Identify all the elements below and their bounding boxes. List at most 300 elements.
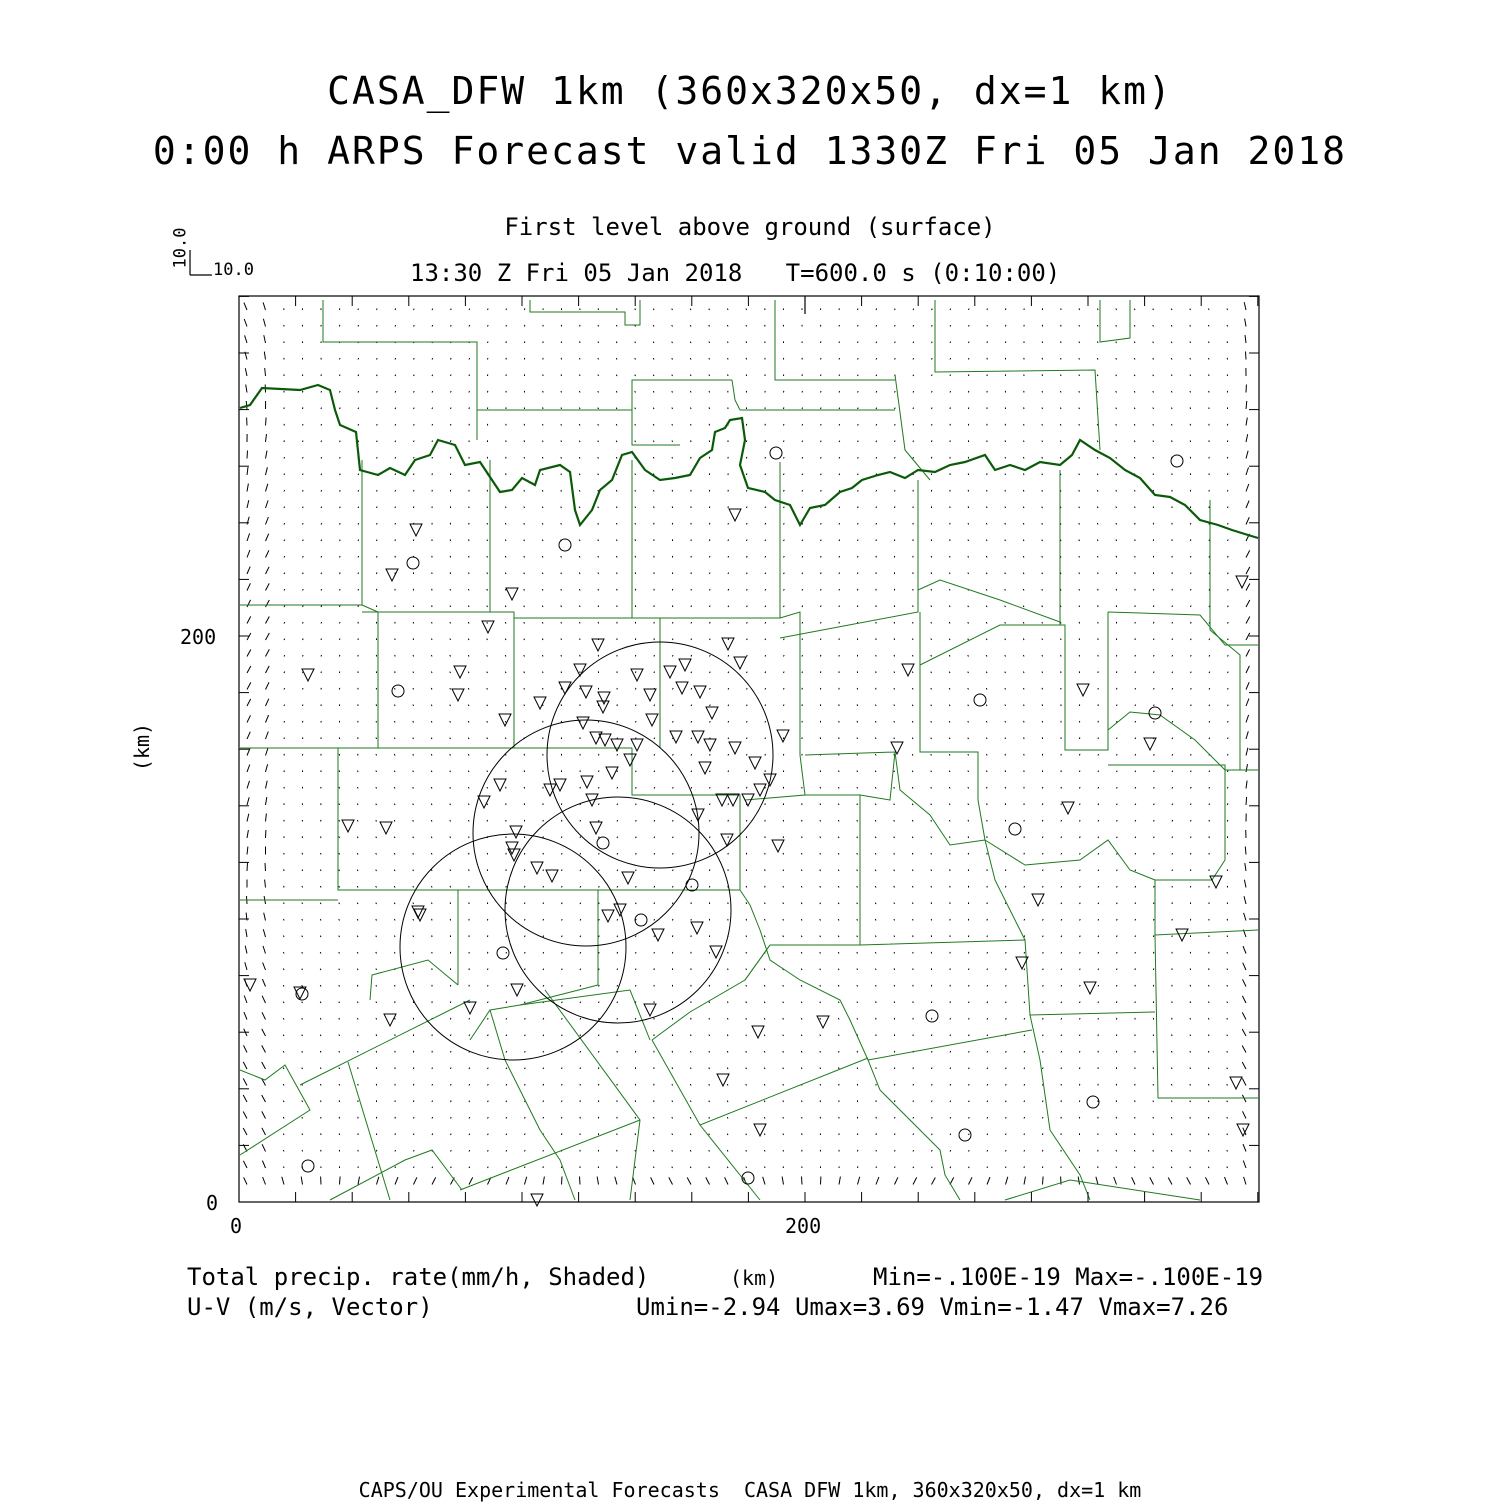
wind-vector (1153, 457, 1154, 459)
vector-minmax: Umin=-2.94 Umax=3.69 Vmin=-1.47 Vmax=7.26 (636, 1295, 1228, 1319)
wind-vector (1023, 523, 1024, 524)
wind-vector (284, 540, 285, 541)
wind-vector (746, 952, 747, 954)
wind-vector (432, 1167, 433, 1168)
wind-vector (580, 969, 581, 970)
station-triangle (1210, 876, 1222, 888)
wind-vector (266, 781, 268, 789)
wind-vector (895, 1177, 898, 1184)
wind-vector (340, 490, 341, 491)
wind-vector (820, 886, 821, 887)
wind-vector (468, 754, 469, 755)
wind-vector (488, 1002, 489, 1004)
wind-vector (1191, 705, 1192, 706)
wind-vector (580, 903, 581, 904)
wind-vector (635, 507, 636, 509)
wind-vector (876, 1167, 877, 1169)
station-triangle (478, 796, 490, 808)
wind-vector (617, 309, 618, 311)
wind-vector (654, 837, 655, 838)
wind-vector (636, 870, 637, 871)
station-triangle (644, 689, 656, 701)
wind-vector (691, 721, 692, 722)
wind-vector (746, 1101, 747, 1102)
wind-vector (243, 1078, 247, 1085)
wind-vector (858, 540, 859, 542)
wind-vector (303, 688, 304, 690)
wind-vector (969, 1035, 970, 1037)
wind-vector (1227, 1134, 1228, 1135)
station-circle (926, 1010, 938, 1022)
wind-vector (1172, 787, 1173, 788)
wind-vector (654, 738, 655, 739)
wind-vector (321, 837, 322, 839)
wind-vector (838, 919, 839, 920)
wind-vector (654, 886, 655, 888)
wind-vector (839, 342, 840, 344)
wind-vector (431, 705, 432, 706)
wind-vector (320, 969, 321, 970)
wind-vector (1208, 1117, 1209, 1118)
station-circle (1009, 823, 1021, 835)
wind-vector (432, 358, 433, 359)
wind-vector (747, 589, 748, 590)
wind-vector (1243, 1161, 1246, 1169)
wind-vector (451, 1150, 452, 1151)
wind-vector (302, 1117, 303, 1119)
wind-vector (414, 1177, 417, 1184)
wind-vector (432, 639, 433, 641)
wind-vector (1097, 375, 1098, 376)
wind-vector (357, 936, 358, 937)
wind-vector (617, 919, 618, 920)
wind-vector (450, 837, 451, 839)
wind-vector (616, 342, 617, 344)
wind-vector (339, 1018, 340, 1020)
wind-vector (377, 391, 378, 392)
wind-vector (1078, 1177, 1079, 1185)
wind-vector (858, 424, 859, 425)
wind-vector (377, 523, 378, 525)
wind-vector (728, 556, 729, 558)
wind-vector (487, 754, 488, 756)
county-line (920, 612, 1108, 750)
station-circle (392, 685, 404, 697)
wind-vector (1043, 1101, 1044, 1103)
wind-vector (432, 408, 433, 410)
wind-vector (728, 639, 729, 640)
wind-vector (1135, 490, 1136, 492)
wind-vector (266, 764, 268, 772)
wind-vector (727, 1150, 728, 1151)
wind-vector (1191, 804, 1192, 806)
wind-vector (580, 1177, 581, 1185)
wind-vector (1043, 1051, 1044, 1052)
wind-vector (1208, 1035, 1209, 1037)
wind-vector (765, 1167, 766, 1169)
wind-vector (894, 787, 895, 788)
wind-vector (394, 738, 395, 740)
wind-vector (395, 457, 396, 458)
wind-vector (765, 639, 766, 640)
wind-vector (505, 556, 506, 558)
wind-vector (1191, 837, 1192, 839)
wind-vector (801, 1068, 802, 1070)
wind-vector (1080, 919, 1081, 920)
wind-vector (580, 1002, 581, 1003)
chart-title-line1: CASA_DFW 1km (360x320x50, dx=1 km) (0, 72, 1500, 110)
wind-vector (987, 771, 988, 773)
wind-vector (1024, 1150, 1025, 1152)
county-line (895, 375, 930, 480)
wind-vector (1190, 1101, 1191, 1102)
wind-vector (950, 375, 951, 377)
wind-vector (469, 309, 470, 310)
wind-vector (1153, 391, 1154, 392)
wind-vector (950, 820, 951, 822)
wind-vector (1006, 985, 1007, 986)
wind-vector (673, 655, 674, 657)
wind-vector (968, 556, 969, 558)
wind-vector (986, 540, 987, 542)
wind-vector (339, 820, 340, 822)
wind-vector (543, 1068, 544, 1069)
wind-vector (469, 325, 470, 327)
wind-vector (912, 672, 913, 674)
wind-vector (1079, 523, 1080, 524)
wind-vector (1098, 952, 1099, 954)
wind-vector (1134, 1150, 1135, 1152)
station-triangle (624, 754, 636, 766)
wind-vector (266, 434, 267, 442)
wind-vector (562, 1101, 563, 1103)
wind-vector (1098, 886, 1099, 887)
wind-vector (245, 946, 247, 954)
wind-vector (262, 979, 265, 986)
wind-vector (247, 517, 249, 525)
wind-vector (432, 325, 433, 326)
wind-vector (1061, 1051, 1062, 1053)
wind-vector (543, 1177, 544, 1185)
wind-vector (1024, 919, 1025, 921)
wind-vector (894, 738, 895, 739)
wind-vector (450, 738, 451, 739)
wind-vector (932, 1101, 933, 1103)
wind-vector (302, 1134, 303, 1136)
wind-vector (691, 738, 692, 739)
wind-vector (876, 342, 877, 343)
wind-vector (912, 787, 913, 788)
county-line (918, 470, 1060, 622)
wind-vector (377, 441, 378, 442)
station-triangle (1084, 982, 1096, 994)
wind-vector (506, 1018, 507, 1019)
station-circle (770, 447, 782, 459)
wind-vector (728, 787, 729, 789)
chart-title-line2: 0:00 h ARPS Forecast valid 1330Z Fri 05 Jan 2018 (0, 132, 1500, 170)
wind-vector (838, 804, 839, 806)
wind-vector (543, 969, 544, 970)
wind-vector (468, 787, 469, 789)
wind-vector (542, 655, 543, 657)
wind-vector (488, 1117, 489, 1118)
wind-vector (690, 309, 691, 310)
wind-vector (1024, 1101, 1025, 1103)
wind-vector (1190, 1035, 1191, 1037)
wind-vector (302, 1068, 303, 1069)
wind-vector (931, 870, 932, 872)
wind-vector (1097, 358, 1098, 359)
wind-vector (1117, 787, 1118, 788)
wind-vector (1116, 408, 1117, 409)
wind-vector (1225, 1177, 1228, 1184)
wind-vector (672, 1167, 673, 1168)
wind-vector (1098, 903, 1099, 904)
wind-vector (599, 853, 600, 854)
wind-vector (357, 952, 358, 953)
wind-vector (1191, 672, 1192, 673)
wind-vector (764, 1035, 765, 1036)
wind-vector (1098, 787, 1099, 789)
wind-vector (653, 342, 654, 343)
wind-vector (894, 672, 895, 674)
wind-vector (1171, 358, 1172, 359)
wind-vector (262, 1095, 266, 1102)
wind-vector (580, 837, 581, 839)
station-triangle (1062, 802, 1074, 814)
wind-vector (1061, 853, 1062, 855)
wind-vector (1190, 1051, 1191, 1053)
wind-vector (451, 1117, 452, 1118)
wind-vector (783, 1018, 784, 1019)
wind-vector (931, 606, 932, 608)
wind-vector (394, 837, 395, 838)
wind-vector (931, 688, 932, 689)
wind-vector (949, 721, 950, 722)
wind-vector (1246, 418, 1247, 426)
wind-vector (728, 1002, 729, 1004)
wind-vector (543, 903, 544, 905)
wind-vector (1117, 919, 1118, 921)
wind-vector (802, 441, 803, 443)
wind-vector (802, 540, 803, 541)
wind-vector (561, 391, 562, 393)
wind-vector (765, 721, 766, 723)
wind-vector (784, 589, 785, 590)
wind-vector (1024, 1002, 1025, 1003)
wind-vector (358, 325, 359, 327)
county-line (362, 460, 490, 612)
wind-vector (1209, 985, 1210, 987)
wind-vector (968, 738, 969, 739)
wind-vector (1153, 408, 1154, 410)
wind-vector (1242, 1046, 1246, 1053)
station-triangle (384, 1014, 396, 1026)
wind-vector (561, 573, 562, 574)
station-triangle (646, 714, 658, 726)
wind-vector (1246, 731, 1248, 739)
wind-vector (376, 985, 377, 987)
wind-vector (266, 500, 269, 508)
wind-vector (987, 309, 988, 311)
wind-vector (858, 358, 859, 359)
wind-vector (376, 886, 377, 887)
wind-vector (672, 1101, 673, 1103)
wind-vector (1228, 523, 1229, 525)
wind-vector (357, 969, 358, 970)
wind-vector (1191, 721, 1192, 722)
wind-vector (710, 721, 711, 722)
wind-vector (524, 688, 525, 690)
wind-vector (839, 325, 840, 327)
wind-vector (1116, 424, 1117, 425)
wind-vector (542, 573, 543, 574)
wind-vector (636, 804, 637, 805)
wind-vector (1191, 622, 1192, 624)
wind-vector (1116, 441, 1117, 442)
wind-vector (414, 490, 415, 492)
wind-vector (1172, 804, 1173, 805)
wind-vector (747, 655, 748, 656)
wind-vector (302, 1018, 303, 1019)
wind-vector (763, 1177, 765, 1185)
wind-vector (895, 358, 896, 359)
wind-vector (895, 1134, 896, 1136)
county-line (460, 1120, 640, 1190)
wind-vector (987, 754, 988, 756)
wind-vector (468, 672, 469, 673)
wind-vector (895, 1117, 896, 1119)
wind-vector (598, 523, 599, 524)
wind-vector (617, 837, 618, 838)
wind-vector (432, 1084, 433, 1086)
wind-vector (376, 837, 377, 838)
wind-vector (913, 886, 914, 888)
wind-vector (320, 1018, 321, 1019)
wind-vector (932, 408, 933, 410)
wind-vector (949, 639, 950, 640)
wind-vector (505, 705, 506, 707)
wind-vector (1134, 391, 1135, 392)
wind-vector (1005, 606, 1006, 607)
wind-vector (488, 1134, 489, 1135)
wind-vector (395, 408, 396, 409)
wind-vector (764, 936, 765, 938)
wind-vector (986, 622, 987, 623)
wind-vector (245, 962, 247, 970)
wind-vector (784, 556, 785, 557)
wind-vector (912, 688, 913, 690)
wind-vector (1245, 863, 1246, 871)
wind-vector (1209, 540, 1210, 542)
wind-vector (302, 1051, 303, 1052)
wind-vector (1023, 672, 1024, 674)
wind-vector (1116, 325, 1117, 326)
wind-vector (1023, 573, 1024, 574)
station-triangle (692, 731, 704, 743)
station-triangle (727, 794, 739, 806)
wind-vector (1228, 556, 1229, 558)
wind-vector (858, 325, 859, 327)
wind-vector (487, 771, 488, 773)
wind-vector (710, 787, 711, 789)
wind-vector (599, 919, 600, 920)
wind-vector (858, 342, 859, 344)
wind-vector (987, 1134, 988, 1135)
wind-vector (617, 771, 618, 773)
wind-vector (636, 952, 637, 954)
wind-vector (1117, 754, 1118, 756)
wind-vector (451, 309, 452, 310)
wind-vector (284, 919, 285, 921)
wind-vector (1187, 1177, 1191, 1184)
wind-vector (913, 408, 914, 410)
wind-vector (580, 1018, 581, 1020)
wind-vector (561, 424, 562, 426)
wind-vector (414, 309, 415, 310)
wind-vector (765, 523, 766, 525)
wind-vector (1208, 1051, 1209, 1052)
wind-vector (395, 705, 396, 707)
wind-vector (709, 342, 710, 344)
wind-vector (821, 424, 822, 425)
station-triangle (777, 730, 789, 742)
wind-vector (949, 622, 950, 624)
wind-vector (1061, 936, 1062, 937)
wind-vector (673, 886, 674, 888)
wind-vector (377, 375, 378, 376)
wind-vector (340, 358, 341, 360)
wind-vector (1080, 952, 1081, 953)
wind-vector (1228, 606, 1229, 607)
wind-vector (746, 1018, 747, 1019)
wind-vector (858, 490, 859, 491)
county-line (935, 300, 1100, 450)
wind-vector (894, 919, 895, 921)
wind-vector (913, 391, 914, 392)
wind-vector (262, 1029, 266, 1036)
wind-vector (1227, 1117, 1228, 1118)
wind-vector (746, 969, 747, 971)
wind-vector (691, 672, 692, 673)
wind-vector (635, 1167, 636, 1169)
wind-vector (1006, 1167, 1007, 1169)
wind-vector (1060, 391, 1061, 393)
wind-vector (654, 1134, 655, 1136)
wind-vector (1006, 1134, 1007, 1136)
wind-vector (243, 1112, 247, 1119)
wind-vector (244, 319, 247, 327)
wind-vector (820, 919, 821, 920)
wind-vector (1079, 457, 1080, 458)
wind-vector (303, 573, 304, 574)
station-triangle (749, 757, 761, 769)
wind-vector (358, 490, 359, 491)
wind-vector (1005, 721, 1006, 723)
wind-vector (895, 1167, 896, 1169)
wind-vector (857, 952, 858, 954)
station-triangle (499, 714, 511, 726)
wind-vector (247, 567, 250, 574)
wind-vector (284, 490, 285, 492)
wind-vector (1228, 622, 1229, 623)
wind-vector (358, 424, 359, 425)
wind-vector (1153, 1101, 1154, 1103)
wind-vector (709, 1084, 710, 1085)
wind-vector (932, 391, 933, 393)
wind-vector (340, 606, 341, 608)
wind-vector (247, 847, 248, 855)
